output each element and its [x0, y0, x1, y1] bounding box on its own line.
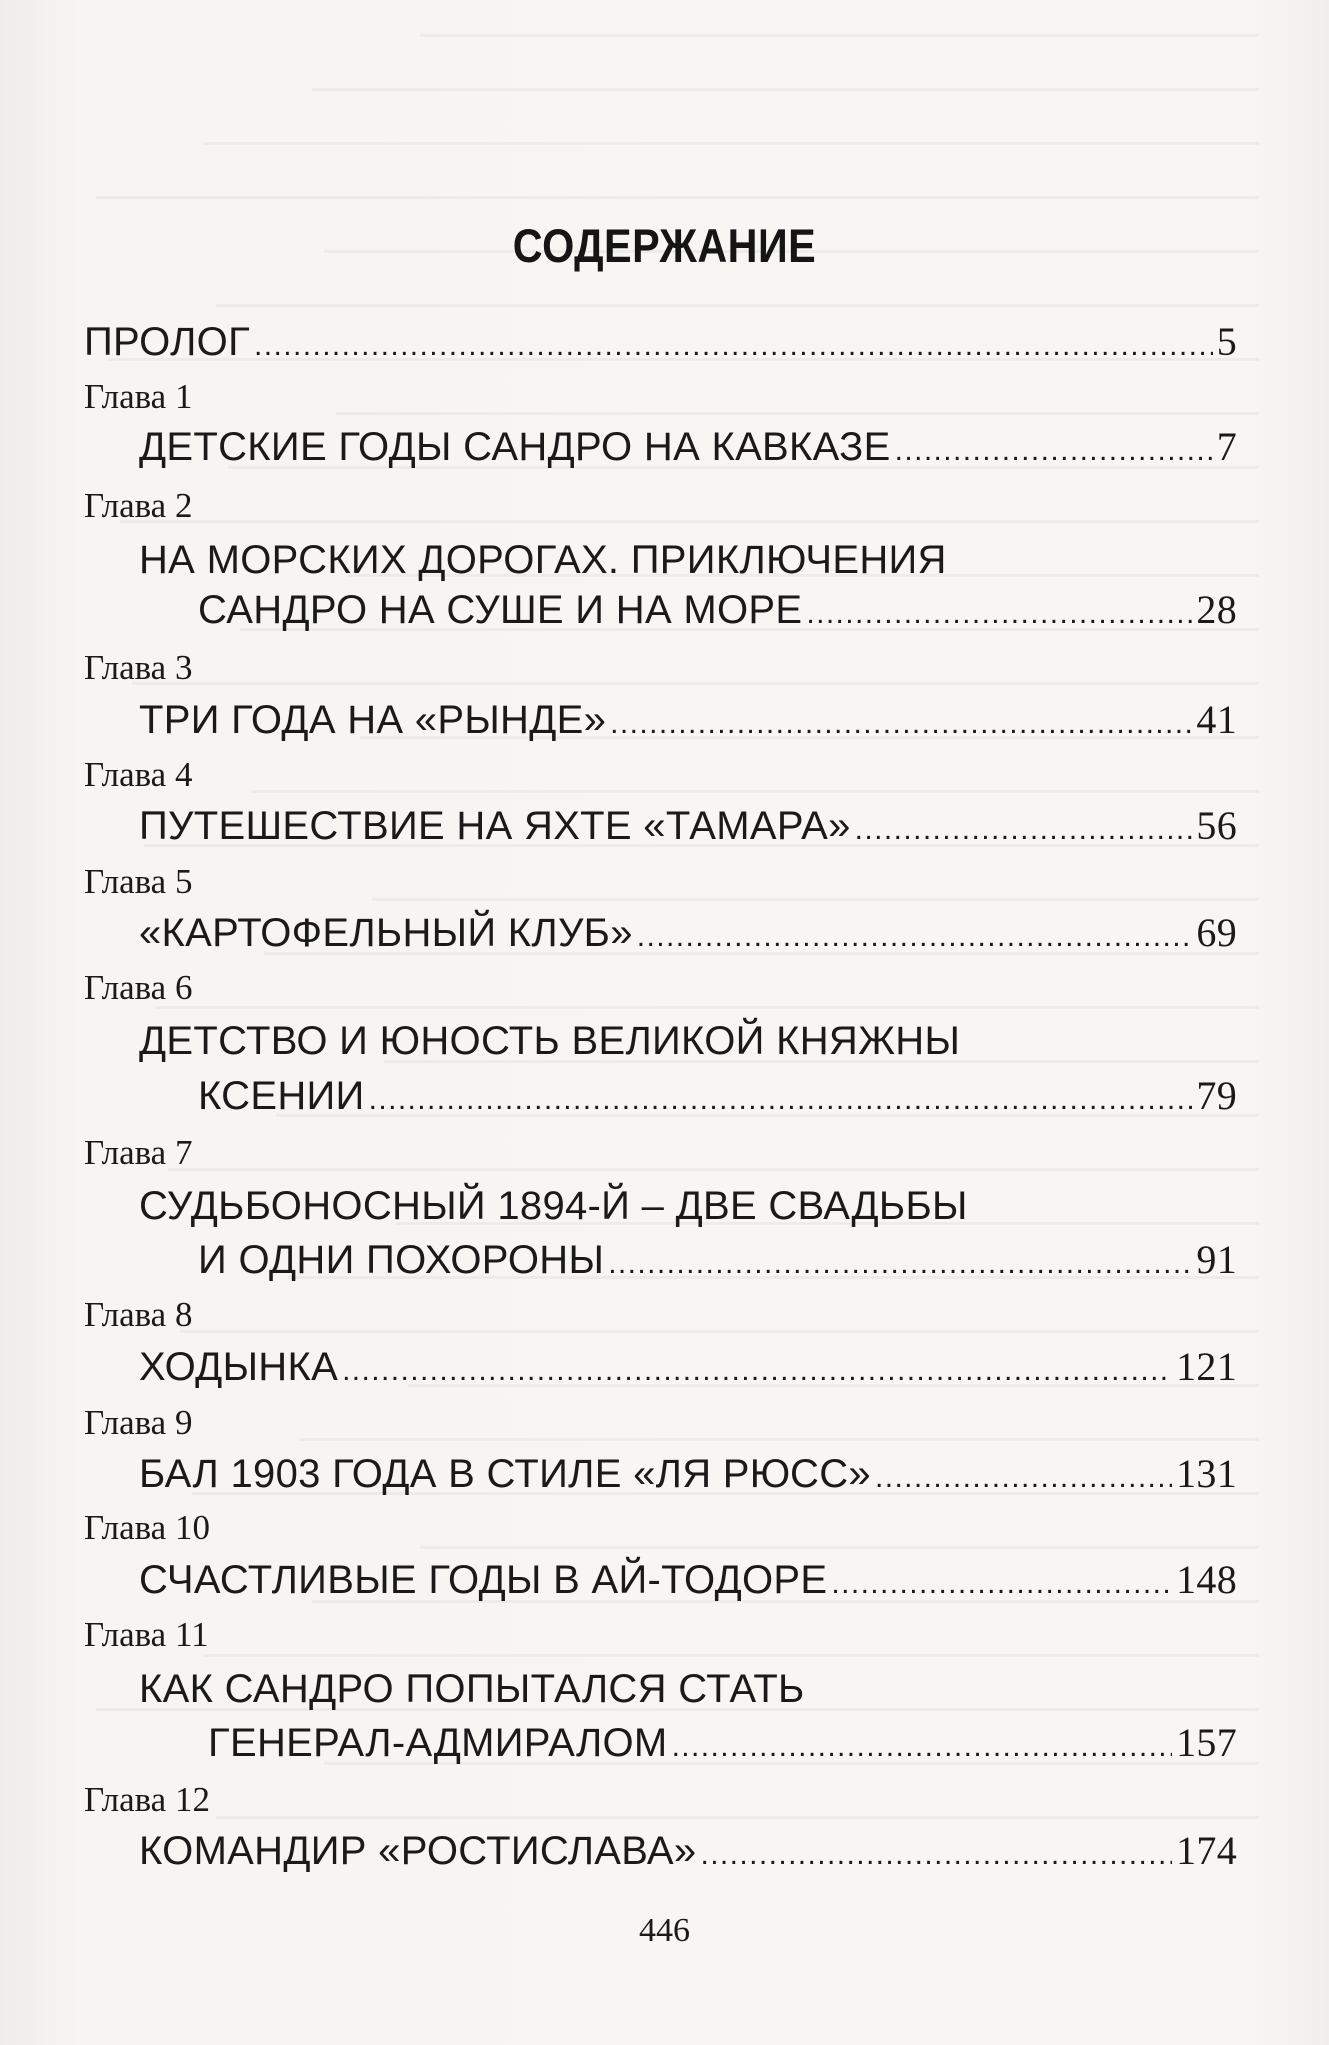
toc-entry: [208, 1719, 1237, 1767]
dot-leader: [608, 1236, 1192, 1288]
toc-entry-title: КОМАНДИР «РОСТИСЛАВА»: [139, 1829, 697, 1873]
bleed-through-line: [60, 128, 1259, 150]
toc-page-number: 69: [1196, 910, 1237, 955]
toc-entry-title-line: НА МОРСКИХ ДОРОГАХ. ПРИКЛЮЧЕНИЯ: [139, 538, 947, 582]
toc-entry-title-line: КАК САНДРО ПОПЫТАЛСЯ СТАТЬ: [139, 1667, 805, 1711]
chapter-label: Глава 4: [84, 755, 193, 794]
chapter-label: Глава 1: [84, 377, 193, 416]
toc-page-number: 121: [1176, 1344, 1237, 1389]
page-title: СОДЕРЖАНИЕ: [512, 219, 817, 272]
bleed-through-line: [60, 398, 1259, 420]
toc-entry: [198, 1072, 1237, 1120]
toc-entry-title: СЧАСТЛИВЫЕ ГОДЫ В АЙ-ТОДОРЕ: [139, 1558, 828, 1602]
bleed-through-line: [60, 506, 1259, 528]
toc-entry: [139, 1556, 1237, 1604]
chapter-label: Глава 9: [84, 1403, 193, 1442]
bleed-through-line: [60, 884, 1259, 906]
dot-leader: [254, 318, 1213, 370]
bleed-through-line: [60, 1424, 1259, 1446]
chapter-label: Глава 11: [84, 1615, 209, 1654]
toc-page-number: 5: [1216, 319, 1237, 364]
toc-page-number: 91: [1196, 1237, 1237, 1282]
toc-entry-title: «КАРТОФЕЛЬНЫЙ КЛУБ»: [139, 911, 633, 955]
toc-entry-title: ПРОЛОГ: [84, 320, 251, 364]
toc-entry: [139, 909, 1237, 957]
dot-leader: [875, 1450, 1172, 1502]
toc-entry-title: КСЕНИИ: [198, 1074, 365, 1118]
chapter-label: Глава 12: [84, 1780, 210, 1819]
toc-page-number: 79: [1196, 1073, 1237, 1118]
toc-page-number: 131: [1176, 1451, 1237, 1496]
chapter-label: Глава 3: [84, 648, 193, 687]
bleed-through-line: [60, 1154, 1259, 1176]
toc-entry: [198, 586, 1237, 634]
dot-leader: [806, 586, 1192, 638]
dot-leader: [369, 1072, 1193, 1124]
dot-leader: [672, 1719, 1173, 1771]
bleed-through-line: [60, 992, 1259, 1014]
chapter-label: Глава 10: [84, 1508, 210, 1547]
chapter-label: Глава 6: [84, 968, 193, 1007]
toc-page-number: 174: [1176, 1828, 1237, 1873]
chapter-label: Глава 2: [84, 486, 193, 525]
dot-leader: [637, 909, 1193, 961]
chapter-label: Глава 7: [84, 1133, 193, 1172]
dot-leader: [895, 423, 1213, 475]
toc-entry-title: БАЛ 1903 ГОДА В СТИЛЕ «ЛЯ РЮСС»: [139, 1452, 871, 1496]
toc-page-number: 148: [1176, 1557, 1237, 1602]
toc-entry-title-line: СУДЬБОНОСНЫЙ 1894-Й – ДВЕ СВАДЬБЫ: [139, 1184, 968, 1228]
bleed-through-line: [60, 776, 1259, 798]
toc-entry-title: ПУТЕШЕСТВИЕ НА ЯХТЕ «ТАМАРА»: [139, 804, 851, 848]
bleed-through-line: [60, 1802, 1259, 1824]
toc-entry: [198, 1236, 1237, 1284]
bleed-through-line: [60, 668, 1259, 690]
toc-entry: [139, 1827, 1237, 1875]
toc-entry: [139, 802, 1237, 850]
dot-leader: [700, 1827, 1172, 1879]
toc-entry: [139, 1450, 1237, 1498]
toc-page-number: 41: [1196, 697, 1237, 742]
chapter-label: Глава 8: [84, 1295, 193, 1334]
toc-page-number: 56: [1196, 803, 1237, 848]
bleed-through-line: [60, 74, 1259, 96]
toc-entry-title: ГЕНЕРАЛ-АДМИРАЛОМ: [208, 1721, 668, 1765]
bleed-through-line: [60, 290, 1259, 312]
page-number: 446: [639, 1912, 690, 1949]
toc-entry-title: САНДРО НА СУШЕ И НА МОРЕ: [198, 588, 803, 632]
bleed-through-line: [60, 1316, 1259, 1338]
toc-entry-title: ДЕТСКИЕ ГОДЫ САНДРО НА КАВКАЗЕ: [139, 425, 891, 469]
bleed-through-line: [60, 1532, 1259, 1554]
dot-leader: [855, 802, 1193, 854]
dot-leader: [342, 1343, 1172, 1395]
chapter-label: Глава 5: [84, 862, 193, 901]
toc-page-number: 157: [1176, 1720, 1237, 1765]
dot-leader: [610, 696, 1192, 748]
toc-page-number: 28: [1196, 587, 1237, 632]
toc-page-number: 7: [1216, 424, 1237, 469]
toc-entry-title-line: ДЕТСТВО И ЮНОСТЬ ВЕЛИКОЙ КНЯЖНЫ: [139, 1019, 961, 1063]
toc-entry-title: И ОДНИ ПОХОРОНЫ: [198, 1238, 605, 1282]
dot-leader: [831, 1556, 1172, 1608]
toc-entry: [139, 1343, 1237, 1391]
toc-entry: [139, 696, 1237, 744]
bleed-through-line: [60, 182, 1259, 204]
toc-entry-title: ХОДЫНКА: [139, 1345, 339, 1389]
toc-entry-title: ТРИ ГОДА НА «РЫНДЕ»: [139, 698, 607, 742]
bleed-through-line: [60, 1640, 1259, 1662]
bleed-through-line: [60, 20, 1259, 42]
toc-entry: [139, 423, 1237, 471]
toc-entry-prologue: [84, 318, 1237, 366]
